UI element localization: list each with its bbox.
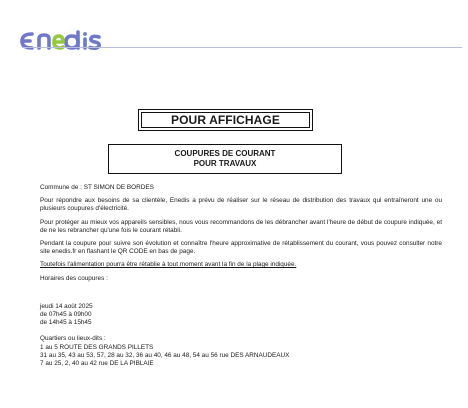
paragraph-intro: Pour répondre aux besoins de sa clientèle, Enedis a prévu de réaliser sur le réseau de distribution des travaux qui entraîneront une ou plusieurs coupures d'électricité. (40, 197, 442, 213)
outage-date: jeudi 14 août 2025 (40, 302, 93, 310)
quartier-item-3: 7 au 25, 2, 40 au 42 rue DE LA PIBLAIE (40, 360, 154, 368)
header-rule (22, 47, 462, 48)
notice-body (40, 184, 442, 368)
horaires-label: Horaires des coupures : (40, 274, 108, 282)
paragraph-follow-up: Pendant la coupure pour suivre son évolution et connaître l'heure approximative de rétablissement du courant, vous pouvez consulter notre site enedis.fr en flashant le QR CODE en bas de page. (40, 240, 442, 256)
quartier-item-2: 31 au 35, 43 au 53, 57, 28 au 32, 36 au 40, 46 au 48, 54 au 56 rue DES ARNAUDEAUX (40, 351, 290, 359)
quartiers-label: Quartiers ou lieux-dits : (40, 335, 106, 343)
document-title: POUR AFFICHAGE (141, 112, 310, 128)
outage-slot-2: de 14h45 à 15h45 (40, 319, 92, 327)
title-frame (138, 109, 313, 131)
subtitle-line-2: POUR TRAVAUX (193, 159, 257, 168)
subtitle-frame (108, 144, 342, 174)
warning-line: Toutefois l'alimentation pourra être rétablie à tout moment avant la fin de la plage indiquée. (40, 261, 297, 269)
enedis-logo (18, 29, 122, 53)
subtitle-line-1: COUPURES DE COURANT (174, 149, 276, 158)
quartier-item-1: 1 au 5 ROUTE DES GRANDS PILLETS (40, 343, 154, 351)
paragraph-protection: Pour protéger au mieux vos appareils sensibles, nous vous recommandons de les débrancher avant l'heure de début de coupure indiquée, et de ne les rebrancher qu'une fois le courant rétabli. (40, 218, 442, 234)
outage-slot-1: de 07h45 à 09h00 (40, 311, 92, 319)
commune-line: Commune de : ST SIMON DE BORDES (40, 184, 154, 191)
